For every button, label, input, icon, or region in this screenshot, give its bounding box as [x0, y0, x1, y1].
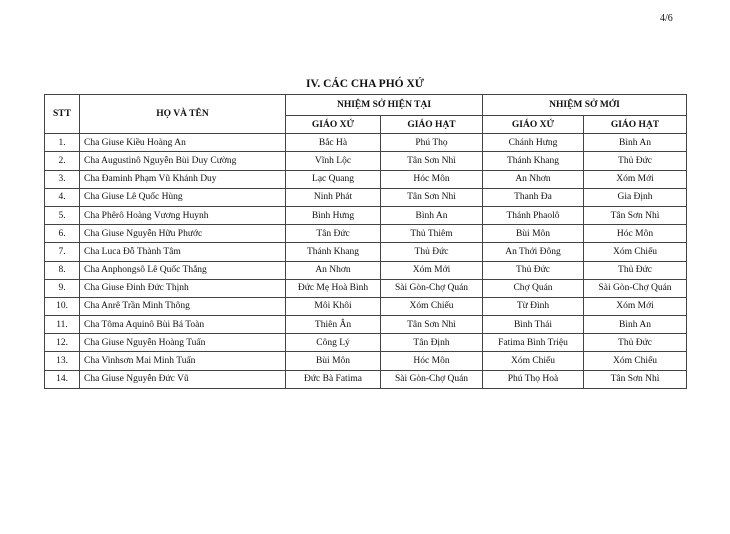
cell-current-parish: Bình Hưng — [286, 206, 381, 224]
cell-current-deanery: Hóc Môn — [381, 352, 483, 370]
cell-new-deanery: Xóm Mới — [584, 170, 687, 188]
cell-name: Cha Giuse Kiều Hoàng An — [80, 134, 286, 152]
cell-new-deanery: Tân Sơn Nhì — [584, 206, 687, 224]
cell-current-parish: Đức Bà Fatima — [286, 370, 381, 388]
cell-new-parish: An Nhơn — [483, 170, 584, 188]
cell-stt: 14. — [45, 370, 80, 388]
cell-name: Cha Giuse Nguyễn Đức Vũ — [80, 370, 286, 388]
cell-new-parish: Chánh Hưng — [483, 134, 584, 152]
cell-new-deanery: Bình An — [584, 316, 687, 334]
table-row — [45, 279, 687, 297]
header-new-deanery: GIÁO HẠT — [584, 116, 687, 134]
header-new-assignment: NHIỆM SỞ MỚI — [483, 95, 687, 116]
cell-stt: 8. — [45, 261, 80, 279]
cell-new-deanery: Gia Định — [584, 188, 687, 206]
cell-new-parish: Xóm Chiếu — [483, 352, 584, 370]
cell-current-deanery: Xóm Chiếu — [381, 297, 483, 315]
cell-stt: 7. — [45, 243, 80, 261]
cell-current-parish: Công Lý — [286, 334, 381, 352]
table-row — [45, 152, 687, 170]
table-row — [45, 170, 687, 188]
table-row — [45, 261, 687, 279]
cell-current-deanery: Tân Sơn Nhì — [381, 188, 483, 206]
cell-name: Cha Giuse Lê Quốc Hùng — [80, 188, 286, 206]
table-body — [45, 134, 687, 389]
table-row — [45, 206, 687, 224]
cell-new-parish: Chợ Quán — [483, 279, 584, 297]
cell-new-deanery: Bình An — [584, 134, 687, 152]
cell-current-deanery: Sài Gòn-Chợ Quán — [381, 370, 483, 388]
cell-current-deanery: Thủ Thiêm — [381, 225, 483, 243]
cell-current-parish: Tân Đức — [286, 225, 381, 243]
table-row — [45, 243, 687, 261]
cell-name: Cha Tôma Aquinô Bùi Bá Toàn — [80, 316, 286, 334]
cell-new-deanery: Thủ Đức — [584, 334, 687, 352]
cell-new-parish: Thánh Phaolô — [483, 206, 584, 224]
cell-name: Cha Anphongsô Lê Quốc Thắng — [80, 261, 286, 279]
cell-new-parish: Thanh Đa — [483, 188, 584, 206]
cell-stt: 3. — [45, 170, 80, 188]
header-new-parish: GIÁO XỨ — [483, 116, 584, 134]
cell-new-deanery: Thủ Đức — [584, 152, 687, 170]
section-title: IV. CÁC CHA PHÓ XỨ — [306, 78, 424, 90]
cell-current-deanery: Xóm Mới — [381, 261, 483, 279]
cell-name: Cha Anrê Trần Minh Thông — [80, 297, 286, 315]
cell-stt: 5. — [45, 206, 80, 224]
cell-new-parish: Phú Thọ Hoà — [483, 370, 584, 388]
cell-stt: 13. — [45, 352, 80, 370]
cell-new-parish: Fatima Bình Triệu — [483, 334, 584, 352]
cell-new-deanery: Sài Gòn-Chợ Quán — [584, 279, 687, 297]
cell-current-parish: An Nhơn — [286, 261, 381, 279]
table-row — [45, 316, 687, 334]
cell-name: Cha Đaminh Phạm Vũ Khánh Duy — [80, 170, 286, 188]
cell-new-parish: Thánh Khang — [483, 152, 584, 170]
cell-current-deanery: Tân Sơn Nhì — [381, 316, 483, 334]
cell-current-parish: Thánh Khang — [286, 243, 381, 261]
cell-current-parish: Lạc Quang — [286, 170, 381, 188]
header-stt: STT — [45, 95, 80, 134]
table-row — [45, 188, 687, 206]
cell-stt: 12. — [45, 334, 80, 352]
cell-stt: 6. — [45, 225, 80, 243]
cell-current-parish: Bùi Môn — [286, 352, 381, 370]
cell-current-deanery: Sài Gòn-Chợ Quán — [381, 279, 483, 297]
cell-stt: 9. — [45, 279, 80, 297]
cell-new-deanery: Tân Sơn Nhì — [584, 370, 687, 388]
table-row — [45, 134, 687, 152]
cell-new-parish: An Thới Đông — [483, 243, 584, 261]
cell-current-parish: Bắc Hà — [286, 134, 381, 152]
cell-new-deanery: Thủ Đức — [584, 261, 687, 279]
header-current-assignment: NHIỆM SỞ HIỆN TẠI — [286, 95, 483, 116]
table-row — [45, 370, 687, 388]
table-row — [45, 297, 687, 315]
table-row — [45, 352, 687, 370]
header-row-top — [45, 95, 687, 116]
cell-new-parish: Bình Thái — [483, 316, 584, 334]
header-current-deanery: GIÁO HẠT — [381, 116, 483, 134]
cell-new-deanery: Xóm Chiếu — [584, 243, 687, 261]
cell-name: Cha Augustinô Nguyễn Bùi Duy Cường — [80, 152, 286, 170]
assignment-table — [44, 94, 687, 389]
cell-current-deanery: Tân Sơn Nhì — [381, 152, 483, 170]
cell-new-parish: Thủ Đức — [483, 261, 584, 279]
cell-name: Cha Giuse Nguyễn Hữu Phước — [80, 225, 286, 243]
cell-new-deanery: Hóc Môn — [584, 225, 687, 243]
table-row — [45, 225, 687, 243]
cell-current-parish: Môi Khôi — [286, 297, 381, 315]
header-current-parish: GIÁO XỨ — [286, 116, 381, 134]
cell-current-parish: Đức Mẹ Hoà Bình — [286, 279, 381, 297]
cell-current-parish: Vĩnh Lộc — [286, 152, 381, 170]
cell-name: Cha Luca Đỗ Thành Tâm — [80, 243, 286, 261]
cell-current-deanery: Phú Thọ — [381, 134, 483, 152]
cell-name: Cha Vinhsơn Mai Minh Tuấn — [80, 352, 286, 370]
page-number: 4/6 — [660, 13, 673, 24]
cell-name: Cha Phêrô Hoàng Vương Huynh — [80, 206, 286, 224]
cell-new-parish: Từ Đình — [483, 297, 584, 315]
cell-current-parish: Thiên Ân — [286, 316, 381, 334]
cell-current-deanery: Tân Định — [381, 334, 483, 352]
cell-stt: 2. — [45, 152, 80, 170]
table-row — [45, 334, 687, 352]
cell-current-deanery: Hóc Môn — [381, 170, 483, 188]
cell-current-deanery: Thủ Đức — [381, 243, 483, 261]
cell-name: Cha Giuse Nguyễn Hoàng Tuấn — [80, 334, 286, 352]
cell-stt: 1. — [45, 134, 80, 152]
cell-name: Cha Giuse Đinh Đức Thịnh — [80, 279, 286, 297]
header-name: HỌ VÀ TÊN — [80, 95, 286, 134]
cell-current-parish: Ninh Phát — [286, 188, 381, 206]
cell-new-deanery: Xóm Mới — [584, 297, 687, 315]
cell-stt: 11. — [45, 316, 80, 334]
cell-stt: 4. — [45, 188, 80, 206]
cell-stt: 10. — [45, 297, 80, 315]
cell-current-deanery: Bình An — [381, 206, 483, 224]
cell-new-deanery: Xóm Chiếu — [584, 352, 687, 370]
cell-new-parish: Bùi Môn — [483, 225, 584, 243]
